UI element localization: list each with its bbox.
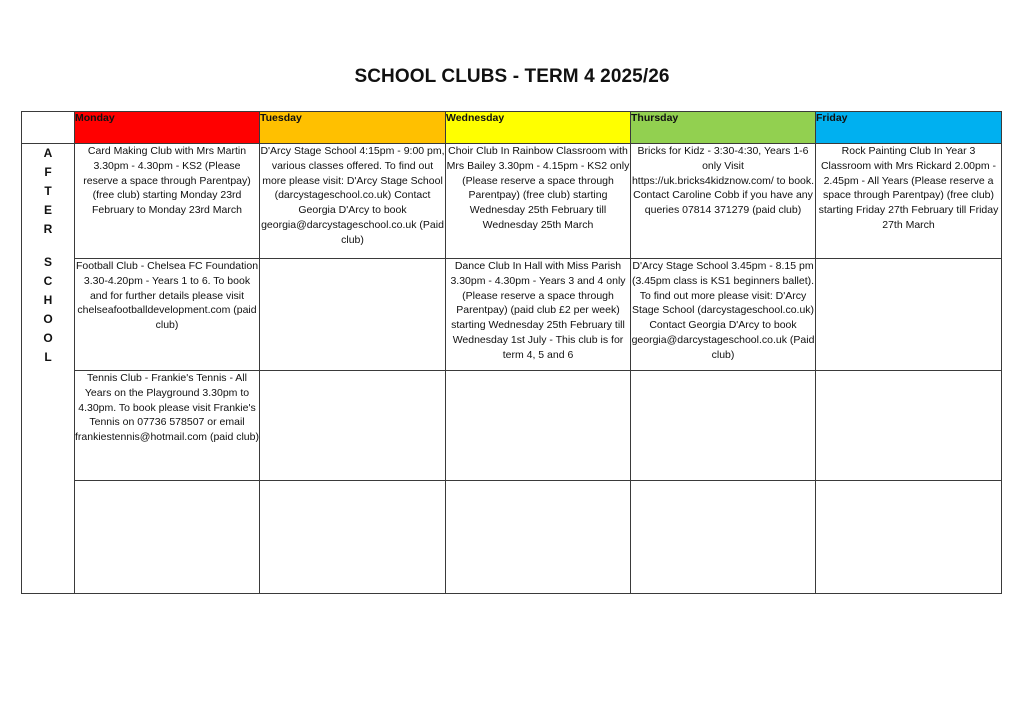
club-cell-thursday: Bricks for Kidz - 3:30-4:30, Years 1-6 only Visit https://uk.bricks4kidznow.com/ to book. Contact Caroline Cobb if you have any queries 07814 371279 (paid club)	[631, 144, 816, 259]
club-cell-wednesday	[446, 371, 631, 481]
club-cell-wednesday: Choir Club In Rainbow Classroom with Mrs Bailey 3.30pm - 4.15pm - KS2 only (Please reserve a space through Parentpay) (free club) starting Wednesday 25th February till Wednesday 25th March	[446, 144, 631, 259]
page-title: SCHOOL CLUBS - TERM 4 2025/26	[354, 66, 670, 87]
club-cell-tuesday	[260, 481, 446, 594]
club-cell-thursday: D'Arcy Stage School 3.45pm - 8.15 pm (3.45pm class is KS1 beginners ballet). To find out more please visit: D'Arcy Stage School (darcystageschool.co.uk) Contact Georgia D'Arcy to book georgia@darcystageschool.co.uk (Paid club)	[631, 259, 816, 371]
side-letter: C	[43, 274, 53, 288]
club-cell-friday	[816, 259, 1002, 371]
club-cell-monday: Football Club - Chelsea FC Foundation 3.30-4.20pm - Years 1 to 6. To book and for further details please visit chelseafootballdevelopment.com (paid club)	[75, 259, 260, 371]
side-letter: L	[44, 350, 52, 364]
table-row	[22, 371, 1002, 481]
side-letter: F	[44, 165, 52, 179]
day-header-monday: Monday	[75, 112, 260, 144]
side-letter: O	[43, 331, 53, 345]
side-letter: S	[43, 255, 52, 269]
club-cell-friday: Rock Painting Club In Year 3 Classroom with Mrs Rickard 2.00pm - 2.45pm - All Years (Please reserve a space through Parentpay) (free club) starting Friday 27th February till Friday 27th March	[816, 144, 1002, 259]
club-cell-monday: Tennis Club - Frankie's Tennis - All Years on the Playground 3.30pm to 4.30pm. To book please visit Frankie's Tennis on 07736 578507 or email frankiestennis@hotmail.com (paid club)	[75, 371, 260, 481]
header-row	[22, 112, 1002, 144]
club-cell-tuesday: D'Arcy Stage School 4:15pm - 9:00 pm, various classes offered. To find out more please visit: D'Arcy Stage School (darcystageschool.co.uk) Contact Georgia D'Arcy to book georgia@darcystageschool.co.uk (Paid club)	[260, 144, 446, 259]
side-letter: R	[43, 222, 53, 236]
table-row	[22, 481, 1002, 594]
table-row	[22, 259, 1002, 371]
day-header-friday: Friday	[816, 112, 1002, 144]
side-letter: O	[43, 312, 53, 326]
club-cell-wednesday	[446, 481, 631, 594]
day-header-wednesday: Wednesday	[446, 112, 631, 144]
club-cell-monday	[75, 481, 260, 594]
club-cell-thursday	[631, 371, 816, 481]
club-cell-tuesday	[260, 371, 446, 481]
club-cell-thursday	[631, 481, 816, 594]
club-cell-wednesday: Dance Club In Hall with Miss Parish 3.30pm - 4.30pm - Years 3 and 4 only (Please reserve a space through Parentpay) (paid club £2 per week) starting Wednesday 25th February till Wednesday 1st July - This club is for term 4, 5 and 6	[446, 259, 631, 371]
club-cell-tuesday	[260, 259, 446, 371]
side-letter: A	[43, 146, 53, 160]
after-school-label	[22, 144, 75, 594]
club-cell-friday	[816, 481, 1002, 594]
club-cell-friday	[816, 371, 1002, 481]
side-gap	[22, 239, 74, 253]
club-cell-monday: Card Making Club with Mrs Martin 3.30pm - 4.30pm - KS2 (Please reserve a space through Parentpay) (free club) starting Monday 23rd February to Monday 23rd March	[75, 144, 260, 259]
side-letter: H	[43, 293, 53, 307]
day-header-thursday: Thursday	[631, 112, 816, 144]
clubs-timetable	[21, 111, 1002, 594]
table-row	[22, 144, 1002, 259]
corner-cell	[22, 112, 75, 144]
day-header-tuesday: Tuesday	[260, 112, 446, 144]
side-letter: E	[43, 203, 52, 217]
side-letter: T	[44, 184, 52, 198]
